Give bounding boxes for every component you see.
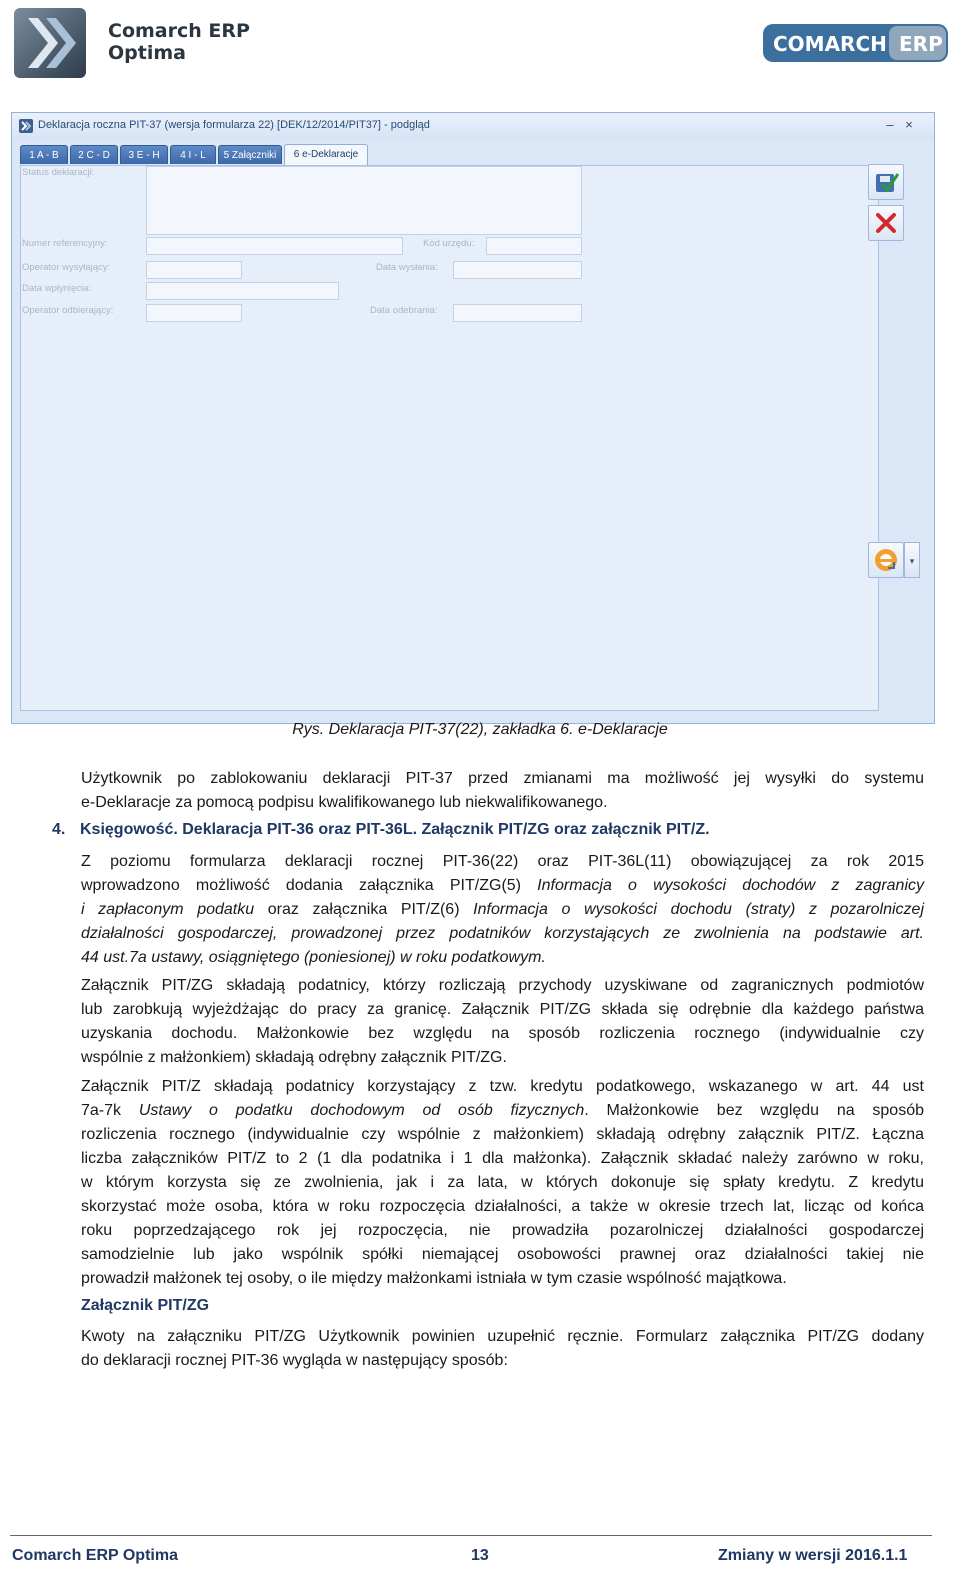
p2-italic-zg: Informacja o wysokości dochodów z zagranicy xyxy=(537,877,924,894)
window-title: Deklaracja roczna PIT-37 (wersja formularza 22) [DEK/12/2014/PIT37] - podgląd xyxy=(38,119,430,131)
tab-1-a-b[interactable]: 1 A - B xyxy=(20,145,68,164)
brand-name xyxy=(108,20,250,64)
paragraph-4-line-6: skorzystać może osoba, która w roku rozpoczęcia działalności, a także w okresie trzech lat, licząc od końca xyxy=(81,1198,924,1215)
paragraph-4-line-5: w którym korzysta się ze zwolnienia, jak i za lata, w których dokonuje się spłaty kredytu. Z kredytu xyxy=(81,1174,924,1191)
paragraph-4-line-3: rozliczenia rocznego (indywidualnie czy wspólnie z małżonkiem) składają odrębny załącznik PIT/Z. Łączna xyxy=(81,1126,924,1143)
footer-version: Zmiany w wersji 2016.1.1 xyxy=(718,1547,908,1564)
paragraph-5-line-1: Kwoty na załączniku PIT/ZG Użytkownik powinien uzupełnić ręcznie. Formularz załącznika PIT/ZG dodany xyxy=(81,1328,924,1345)
paragraph-3-line-3: uzyskania dochodu. Małżonkowie bez względu na sposób rozliczenia rocznego (indywidualnie czy xyxy=(81,1025,924,1042)
numer-referencyjny-label: Numer referencyjny: xyxy=(22,238,108,249)
paragraph-1-line-1: Użytkownik po zablokowaniu deklaracji PIT-37 przed zmianami ma możliwość jej wysyłki do systemu xyxy=(81,770,924,787)
e-deklaracje-panel xyxy=(20,165,879,711)
paragraph-4-line-1: Załącznik PIT/Z składają podatnicy korzystający z tzw. kredytu podatkowego, wskazanego w art. 44 ust xyxy=(81,1078,924,1095)
cancel-button[interactable] xyxy=(868,205,904,241)
operator-odbierajacy-field[interactable] xyxy=(146,304,242,322)
paragraph-1-line-2: e-Deklaracje za pomocą podpisu kwalifikowanego lub niekwalifikowanego. xyxy=(81,794,608,811)
data-wyslania-label: Data wysłania: xyxy=(376,262,438,273)
section-number: 4. xyxy=(52,821,66,838)
paragraph-4-line-8: samodzielnie lub jako wspólnik spółki niemającej osobowości prawnej oraz działalności takiej nie xyxy=(81,1246,924,1263)
red-x-icon xyxy=(872,209,900,237)
p2-text-oraz: oraz załącznika PIT/Z(6) xyxy=(254,901,474,918)
save-button[interactable] xyxy=(868,164,904,200)
numer-referencyjny-field[interactable] xyxy=(146,237,403,255)
paragraph-2-line-5: 44 ust.7a ustawy, osiągniętego (poniesionej) w roku podatkowym. xyxy=(81,949,546,966)
section-title: Księgowość. Deklaracja PIT-36 oraz PIT-36L. Załącznik PIT/ZG oraz załącznik PIT/Z. xyxy=(80,821,710,838)
close-button[interactable]: × xyxy=(905,117,913,132)
paragraph-4-line-4: liczba załączników PIT/Z to 2 (1 dla podatnika i 1 dla małżonka). Załącznik składać należy zarówno w roku, xyxy=(81,1150,924,1167)
paragraph-2-line-2 xyxy=(81,874,924,898)
footer-product: Comarch ERP Optima xyxy=(12,1547,178,1564)
brand-line-1: Comarch ERP xyxy=(108,20,250,42)
window-titlebar xyxy=(12,113,934,139)
data-wyslania-field[interactable] xyxy=(453,261,582,279)
paragraph-2-line-1: Z poziomu formularza deklaracji rocznej PIT-36(22) oraz PIT-36L(11) obowiązującej za rok 2015 xyxy=(81,853,924,870)
paragraph-3 xyxy=(81,974,924,1070)
footer-divider xyxy=(10,1535,932,1536)
badge-text-comarch: COMARCH xyxy=(773,32,887,56)
p4-text: 7a-7k xyxy=(81,1102,139,1119)
tab-6-e-deklaracje[interactable]: 6 e-Deklaracje xyxy=(284,144,368,165)
tab-3-e-h[interactable]: 3 E - H xyxy=(120,145,168,164)
kod-urzedu-label: Kod urzędu: xyxy=(423,238,475,249)
p2-italic-podatek: i zapłaconym podatku xyxy=(81,901,255,918)
p4-text-2: . Małżonkowie bez względu na sposób xyxy=(584,1102,925,1119)
data-wplyniecia-label: Data wpłynięcia: xyxy=(22,283,92,294)
operator-wysylajacy-field[interactable] xyxy=(146,261,242,279)
paragraph-3-line-1: Załącznik PIT/ZG składają podatnicy, którzy rozliczają przychody uzyskiwane od zagranicznych podmiotów xyxy=(81,977,924,994)
e-deklaracje-icon xyxy=(872,546,900,574)
operator-odbierajacy-label: Operator odbierający: xyxy=(22,305,114,316)
section-heading xyxy=(52,821,710,839)
p4-italic-ustawa: Ustawy o podatku dochodowym od osób fizycznych xyxy=(138,1102,585,1119)
figure-caption: Rys. Deklaracja PIT-37(22), zakładka 6. e-Deklaracje xyxy=(292,721,668,738)
paragraph-2-line-4: działalności gospodarczej, prowadzonej przez podatników korzystających ze zwolnienia na podstawie art. xyxy=(81,925,924,942)
kod-urzedu-field[interactable] xyxy=(486,237,582,255)
data-odebrania-field[interactable] xyxy=(453,304,582,322)
operator-wysylajacy-label: Operator wysyłający: xyxy=(22,262,111,273)
p2-italic-z: Informacja o wysokości dochodu (straty) z pozarolniczej xyxy=(473,901,925,918)
comarch-erp-badge-icon xyxy=(763,24,948,62)
paragraph-5-line-2: do deklaracji rocznej PIT-36 wygląda w następujący sposób: xyxy=(81,1352,508,1369)
p2-text: wprowadzono możliwość dodania załącznika PIT/ZG(5) xyxy=(81,877,538,894)
paragraph-4 xyxy=(81,1075,924,1291)
status-field[interactable] xyxy=(146,166,582,235)
data-wplyniecia-field[interactable] xyxy=(146,282,339,300)
footer-page-number: 13 xyxy=(471,1547,489,1564)
paragraph-4-line-9: prowadził małżonek tej osoby, o ile między małżonkami istniała w tym czasie wspólność majątkowa. xyxy=(81,1270,787,1287)
tab-5-zalaczniki[interactable]: 5 Załączniki xyxy=(218,145,282,164)
e-deklaracje-dropdown[interactable]: ▾ xyxy=(904,542,920,578)
paragraph-2-line-3 xyxy=(81,898,924,922)
tab-2-c-d[interactable]: 2 C - D xyxy=(70,145,118,164)
paragraph-3-line-4: wspólnie z małżonkiem) składają odrębny załącznik PIT/ZG. xyxy=(81,1049,507,1066)
tab-4-i-l[interactable]: 4 I - L xyxy=(170,145,216,164)
save-check-icon xyxy=(872,168,900,196)
paragraph-3-line-2: lub zarobkują wyjeżdżając do pracy za granicę. Załącznik PIT/ZG składa się odrębnie dla każdego państwa xyxy=(81,1001,924,1018)
declaration-window xyxy=(11,112,935,724)
paragraph-1 xyxy=(81,767,924,815)
subheading-pit-zg: Załącznik PIT/ZG xyxy=(81,1297,210,1314)
brand-line-2: Optima xyxy=(108,42,186,64)
paragraph-2 xyxy=(81,850,924,970)
paragraph-5 xyxy=(81,1325,924,1373)
status-label: Status deklaracji: xyxy=(22,167,95,178)
e-deklaracje-button[interactable] xyxy=(868,542,904,578)
paragraph-4-line-7: roku poprzedzającego rok jej rozpoczęcia, nie prowadziła pozarolniczej działalności gospodarczej xyxy=(81,1222,924,1239)
badge-text-erp: ERP xyxy=(899,32,943,56)
comarch-erp-optima-logo-icon xyxy=(14,8,86,78)
app-icon xyxy=(18,118,34,134)
minimize-button[interactable]: – xyxy=(886,117,894,132)
paragraph-4-line-2 xyxy=(81,1099,924,1123)
data-odebrania-label: Data odebrania: xyxy=(370,305,438,316)
